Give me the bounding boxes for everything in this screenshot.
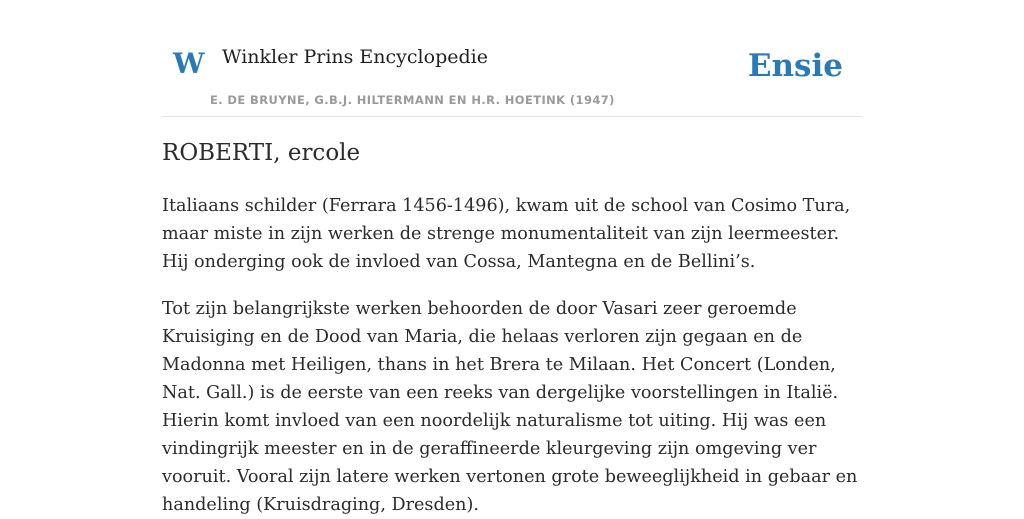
article-paragraph: Italiaans schilder (Ferrara 1456-1496), kwam uit de school van Cosimo Tura, maar miste in zijn werken de strenge monumentaliteit van zijn leermeester. Hij onderging ook de invloed van Cossa, Mantegna en de Bellini’s. [162, 196, 851, 272]
winkler-prins-logo[interactable]: W [173, 47, 205, 80]
ensie-logo[interactable]: Ensie [747, 48, 843, 84]
article-page [162, 0, 862, 515]
article-headword: ROBERTI, ercole [162, 140, 361, 166]
article-paragraph: Tot zijn belangrijkste werken behoorden de door Vasari zeer geroemde Kruisiging en de Dood van Maria, die helaas verloren zijn gegaan en de Madonna met Heiligen, thans in het Brera te Milaan. Het Concert (Londen, Nat. Gall.) is de eerste van een reeks van dergelijke voorstellingen in Italië. Hierin komt invloed van een noordelijk naturalisme tot uiting. Hij was een vindingrijk meester en in de geraffineerde kleurgeving zijn omgeving ver vooruit. Vooral zijn latere werken vertonen grote beweeglijkheid in gebaar en handeling (Kruisdraging, Dresden). [162, 299, 858, 515]
publication-authors: E. DE BRUYNE, G.B.J. HILTERMANN EN H.R. HOETINK (1947) [210, 93, 615, 107]
page-header [162, 0, 862, 117]
publication-title[interactable]: Winkler Prins Encyclopedie [222, 46, 488, 68]
